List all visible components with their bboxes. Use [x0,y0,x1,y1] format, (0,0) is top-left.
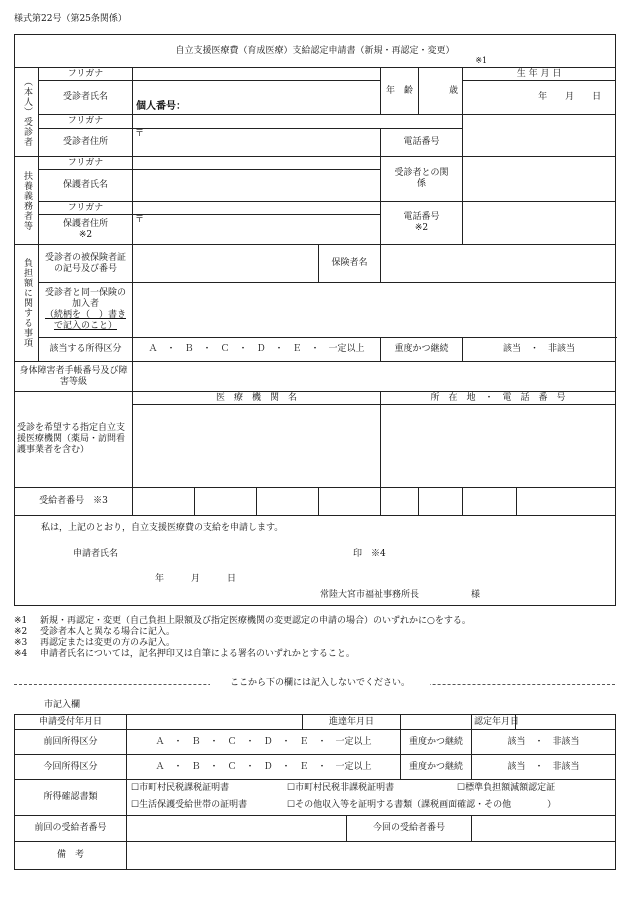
note-item-3 [14,638,615,649]
doc-option-5[interactable]: ☐その他収入等を証明する書類（課税画面確認・その他 ） [287,800,557,810]
recipient-no-note: ※3 [93,496,108,507]
note-item-2 [14,627,615,638]
applicant-label: 申請者氏名 [73,549,119,559]
note-item-1 [14,616,615,627]
guardian-address-furigana-label: フリガナ [39,202,133,215]
prev-income-label: 前回所得区分 [15,730,127,755]
doc-option-1[interactable]: ☐市町村民税課税証明書 [131,783,230,793]
guardian-name-field[interactable] [133,170,381,202]
burden-side-label-cell [15,245,39,362]
doc-option-4[interactable]: ☐生活保護受給世帯の証明書 [131,800,248,810]
institution-name-field[interactable] [133,405,381,488]
income-class-label: 該当する所得区分 [39,338,133,362]
declaration-text: 私は，上記のとおり，自立支援医療費の支給を申請します。 [41,523,284,533]
curr-income-label: 今回所得区分 [15,755,127,780]
note-item-4 [14,649,615,660]
progress-field[interactable] [401,715,472,730]
note-mark: ※3 [14,638,28,648]
guardian-address-label-text: 保護者住所 [62,218,108,229]
prev-recipient-label: 前回の受給者番号 [15,816,127,842]
birth-field[interactable] [463,81,616,115]
burden-side-label: 負担額に関する事項 [22,258,32,348]
curr-recipient-field[interactable] [472,816,616,842]
seal-label: 印 [353,549,363,559]
recipient-digit-2[interactable] [195,488,257,516]
guardian-furigana-label: フリガナ [39,157,133,170]
same-insurance-note: （続柄を（ ）書きで記入のこと） [44,310,126,331]
note-text: 新規・再認定・変更（自己負担上限額及び指定医療機関の変更認定の申請の場合）のいずれかに○をする。 [40,616,471,626]
guardian-address-field[interactable] [133,215,381,245]
note-mark: ※2 [14,627,28,637]
remarks-label: 備 考 [15,842,127,870]
age-unit: 歳 [448,85,458,96]
guardian-side-label-cell [15,157,39,245]
note-mark-1: ※1 [475,56,488,66]
patient-phone-spacer [463,115,616,157]
guardian-phone-label-text: 電話番号 [403,212,440,223]
prev-recipient-field[interactable] [127,816,347,842]
institution-col-address: 所 在 地 ・ 電 話 番 号 [381,392,616,405]
relation-field[interactable] [463,157,616,202]
income-class-options[interactable]: Ａ ・ Ｂ ・ Ｃ ・ Ｄ ・ Ｅ ・ 一定以上 [133,338,381,362]
guardian-phone-label [381,202,463,245]
divider-text: ここから下の欄には記入しないでください。 [210,678,430,688]
age-field[interactable] [419,68,463,115]
recipient-digit-8[interactable] [517,488,616,516]
patient-address-furigana-field[interactable] [133,115,463,129]
remarks-field[interactable] [127,842,616,870]
guardian-postal-mark: 〒 [135,215,145,225]
form-title: 自立支援医療費（育成医療）支給認定申請書（新規・再認定・変更） [175,45,455,56]
addressee-honorific: 様 [471,590,481,600]
institution-address-field[interactable] [381,405,616,488]
age-label: 年 齢 [381,68,419,115]
prev-income-options[interactable]: Ａ ・ Ｂ ・ Ｃ ・ Ｄ ・ Ｅ ・ 一定以上 [127,730,401,755]
guardian-address-furigana-field[interactable] [133,202,381,215]
same-insurance-label-text: 受診者と同一保険の加入者 [44,288,126,310]
note-mark: ※4 [14,649,28,659]
office-table [14,714,616,870]
office-title: 市記入欄 [44,700,81,710]
patient-furigana-field[interactable] [133,68,381,81]
docs-label: 所得確認書類 [15,780,127,816]
severe-label: 重度かつ継続 [381,338,463,362]
insurance-card-field[interactable] [133,245,319,283]
birth-value: 年 月 日 [538,92,602,103]
birth-label: 生 年 月 日 [463,68,616,81]
severe-options[interactable]: 該当 ・ 非該当 [463,338,616,362]
recipient-digit-1[interactable] [133,488,195,516]
note-text: 受診者本人と異なる場合に記入。 [40,627,176,637]
application-table [14,34,616,606]
seal-note: ※4 [371,549,386,559]
application-date: 年 月 日 [155,574,237,584]
patient-side-label-cell [15,68,39,157]
relation-label [381,157,463,202]
curr-severe-label: 重度かつ継続 [401,755,472,780]
same-insurance-label [39,283,133,338]
doc-option-2[interactable]: ☐市町村民税非課税証明書 [287,783,395,793]
recipient-digit-4[interactable] [319,488,381,516]
approved-field[interactable] [474,715,616,730]
recipient-digit-6[interactable] [419,488,463,516]
recipient-digit-3[interactable] [257,488,319,516]
guardian-phone-note: ※2 [414,223,429,233]
doc-option-3[interactable]: ☐標準負担額減額認定証 [457,783,556,793]
addressee: 常陸大宮市福祉事務所長 [320,590,420,600]
patient-address-furigana-label: フリガナ [39,115,133,129]
note-text: 再認定または変更の方のみ記入。 [40,638,176,648]
insurance-card-label [39,245,133,283]
prev-severe-options[interactable]: 該当 ・ 非該当 [472,730,616,755]
guardian-address-label [39,215,133,245]
recipient-no-label [15,488,133,516]
my-number-label: 個人番号： [136,101,186,112]
received-field[interactable] [127,715,303,730]
curr-severe-options[interactable]: 該当 ・ 非該当 [472,755,616,780]
disability-label: 身体障害者手帳番号及び障害等級 [15,362,133,392]
insurer-field[interactable] [381,245,616,283]
progress-label: 進達年月日 [303,715,401,730]
received-label: 申請受付年月日 [15,715,127,730]
form-title-cell [15,35,616,68]
patient-address-label: 受診者住所 [39,129,133,157]
relation-label-text: 受診者との関係 [394,168,449,189]
guardian-furigana-field[interactable] [133,157,381,170]
recipient-no-label-text: 受給者番号 [39,496,85,507]
docs-cell [127,780,616,816]
patient-postal-mark: 〒 [135,129,145,139]
prev-severe-label: 重度かつ継続 [401,730,472,755]
guardian-name-label: 保護者氏名 [39,170,133,202]
disability-field[interactable] [133,362,616,392]
curr-recipient-label: 今回の受給者番号 [347,816,472,842]
recipient-digit-7[interactable] [463,488,517,516]
institution-col-name: 医 療 機 関 名 [133,392,381,405]
guardian-side-label: 扶養義務者等 [22,170,32,231]
insurance-card-label-text: 受診者の被保険者証の記号及び番号 [44,252,126,274]
same-insurance-field[interactable] [133,283,616,338]
note-mark: ※1 [14,616,28,626]
guardian-phone-field[interactable] [463,202,616,245]
patient-name-label: 受診者氏名 [39,81,133,115]
curr-income-options[interactable]: Ａ ・ Ｂ ・ Ｃ ・ Ｄ ・ Ｅ ・ 一定以上 [127,755,401,780]
approved-label-text: 認定年月日 [474,717,520,727]
patient-name-field[interactable] [133,81,381,115]
recipient-digit-5[interactable] [381,488,419,516]
declaration-cell [15,516,616,606]
patient-address-field[interactable] [133,129,381,157]
institution-label: 受診を希望する指定自立支援医療機関（薬局・訪問看護事業者を含む） [15,392,133,488]
note-text: 申請者氏名については，記名押印又は自筆による署名のいずれかとすること。 [40,649,355,659]
guardian-address-note: ※2 [78,229,93,240]
form-id: 様式第22号（第25条関係） [14,14,127,24]
notes-list [14,616,615,660]
patient-phone-label: 電話番号 [381,129,463,157]
patient-furigana-label: フリガナ [39,68,133,81]
patient-side-label: （本人）受診者 [22,77,32,147]
seal-mark [353,549,386,560]
insurer-label: 保険者名 [319,245,381,283]
